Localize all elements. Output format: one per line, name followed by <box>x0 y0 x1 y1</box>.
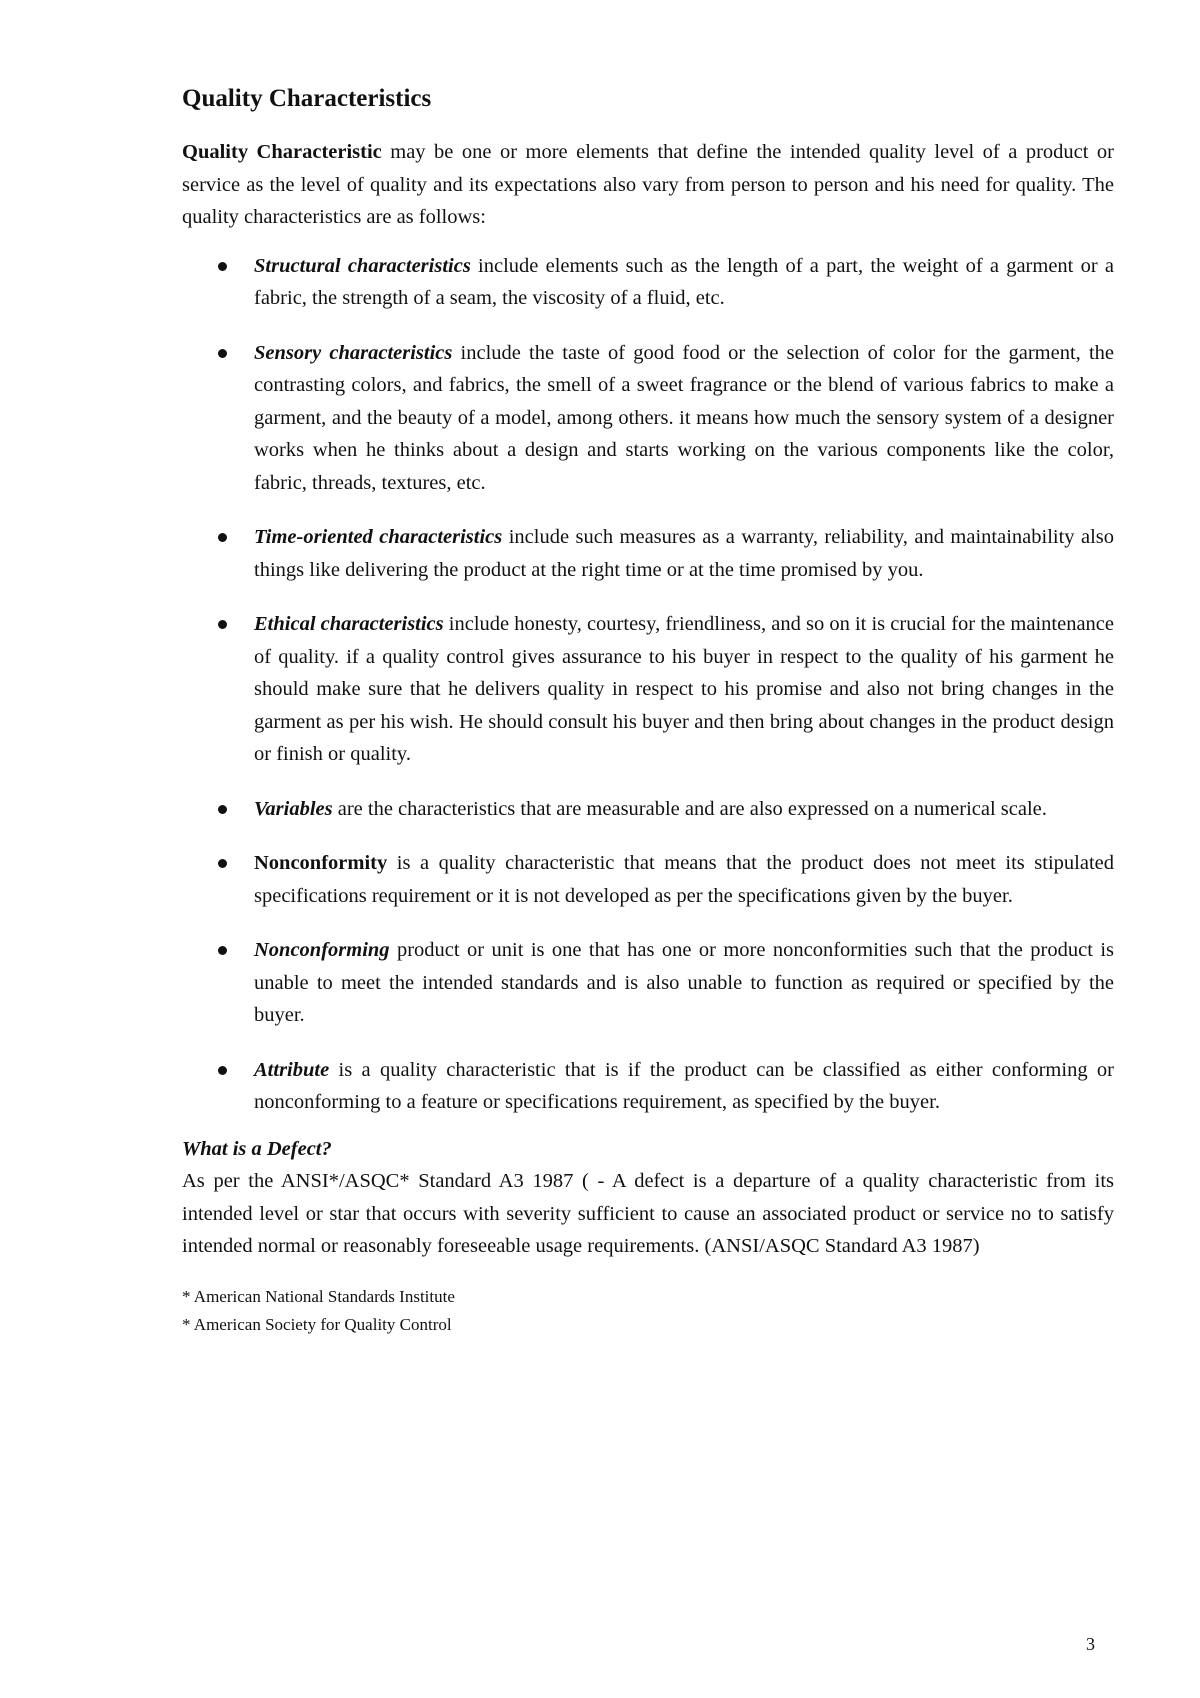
defect-paragraph: As per the ANSI*/ASQC* Standard A3 1987 ( - A defect is a departure of a quality characteristic from its intended level or star that occurs with severity sufficient to cause an associated product or service no to satisfy intended normal or reasonably foreseeable usage requirements. (ANSI/ASQC Standard A3 1987) <box>182 1170 1114 1257</box>
bullet-term: Ethical characteristics <box>254 613 444 635</box>
bullet-icon <box>218 805 227 814</box>
bullet-text: is a quality characteristic that means that the product does not meet its stipulated specifications requirement or it is not developed as per the specifications given by the buyer. <box>254 852 1114 907</box>
intro-term: Quality Characteristic <box>182 141 382 163</box>
bullet-term: Structural characteristics <box>254 254 471 277</box>
bullet-text: include the taste of good food or the selection of color for the garment, the contrasting colors, and fabrics, the smell of a sweet fragrance or the blend of various fabrics to make a garment, and the beauty of a model, among others. it means how much the sensory system of a designer works when he thinks about a design and starts working on the various components like the color, fabric, threads, textures, etc. <box>254 341 1114 494</box>
bullet-term: Attribute <box>254 1058 330 1081</box>
bullet-icon <box>218 262 227 271</box>
intro-paragraph <box>182 136 1114 234</box>
bullet-term: Nonconformity <box>254 852 388 874</box>
bullet-icon <box>218 859 227 868</box>
bullet-text: include honesty, courtesy, friendliness, and so on it is crucial for the maintenance of quality. if a quality control gives assurance to his buyer in respect to the quality of his garment he should make sure that he delivers quality in respect to his promise and also not bring changes in the garment as per his wish. He should consult his buyer and then bring about changes in the product design or finish or quality. <box>254 613 1114 765</box>
list-item-structural <box>182 250 1114 315</box>
bullet-text: include elements such as the length of a part, the weight of a garment or a fabric, the strength of a seam, the viscosity of a fluid, etc. <box>254 254 1114 309</box>
characteristics-list <box>182 250 1114 1119</box>
page-title: Quality Characteristics <box>182 85 432 112</box>
page-number: 3 <box>1086 1634 1095 1654</box>
footnote-asqc: * American Society for Quality Control <box>182 1314 452 1334</box>
bullet-term: Nonconforming <box>254 939 390 961</box>
intro-text: may be one or more elements that define the intended quality level of a product or service as the level of quality and its expectations also vary from person to person and his need for quality. The quality characteristics are as follows: <box>182 141 1114 228</box>
list-item-nonconforming <box>182 934 1114 1032</box>
bullet-icon <box>218 946 227 955</box>
document-page <box>182 82 1114 1339</box>
list-item-variables <box>182 793 1114 826</box>
footnotes <box>182 1283 1114 1339</box>
bullet-icon <box>218 1066 227 1075</box>
bullet-icon <box>218 533 227 542</box>
bullet-icon <box>218 620 227 629</box>
bullet-text: is a quality characteristic that is if the product can be classified as either conforming or nonconforming to a feature or specifications requirement, as specified by the buyer. <box>254 1058 1114 1113</box>
list-item-nonconformity <box>182 847 1114 912</box>
defect-heading: What is a Defect? <box>182 1137 332 1160</box>
bullet-term: Variables <box>254 797 333 820</box>
bullet-text: are the characteristics that are measurable and are also expressed on a numerical scale. <box>332 797 1047 820</box>
bullet-icon <box>218 349 227 358</box>
list-item-ethical <box>182 608 1114 771</box>
bullet-text: product or unit is one that has one or more nonconformities such that the product is unable to meet the intended standards and is also unable to function as required or specified by the buyer. <box>254 939 1114 1026</box>
list-item-sensory <box>182 337 1114 500</box>
list-item-attribute <box>182 1054 1114 1119</box>
bullet-term: Time-oriented characteristics <box>254 526 503 548</box>
footnote-ansi: * American National Standards Institute <box>182 1286 455 1306</box>
bullet-text: include such measures as a warranty, reliability, and maintainability also things like delivering the product at the right time or at the time promised by you. <box>254 526 1115 581</box>
bullet-term: Sensory characteristics <box>254 341 453 364</box>
list-item-time-oriented <box>182 521 1114 586</box>
